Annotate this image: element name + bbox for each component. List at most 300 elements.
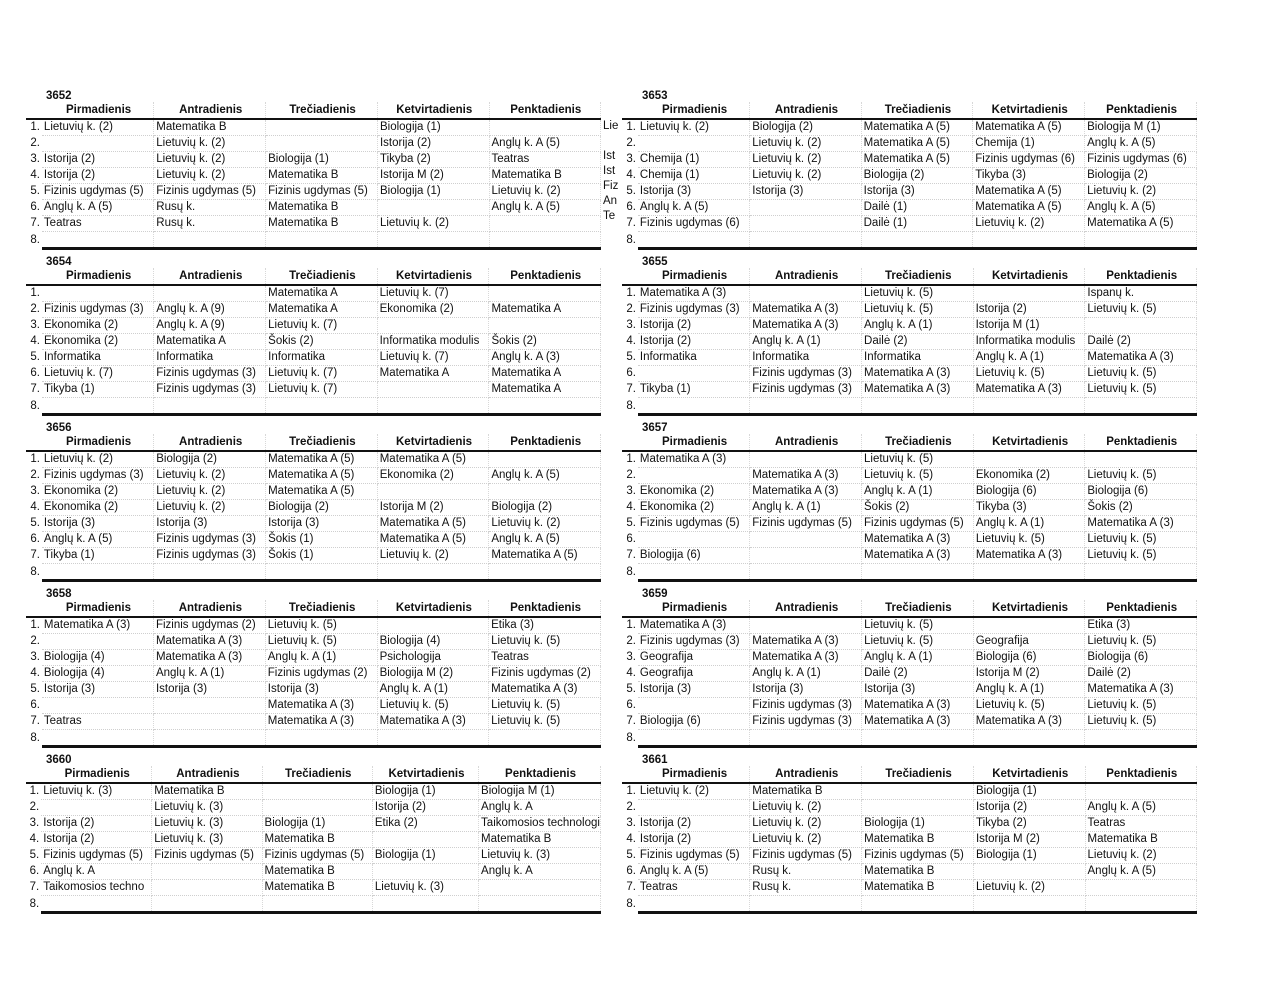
lesson-cell[interactable]: [861, 200, 973, 216]
lesson-cell[interactable]: [42, 350, 154, 366]
lesson-cell[interactable]: [1085, 382, 1197, 398]
lesson-cell[interactable]: [489, 366, 601, 382]
lesson-cell[interactable]: [973, 617, 1085, 634]
lesson-cell[interactable]: [265, 682, 377, 698]
lesson-cell[interactable]: [973, 318, 1085, 334]
lesson-cell[interactable]: [489, 451, 601, 468]
lesson-cell[interactable]: [973, 548, 1085, 564]
lesson-cell[interactable]: [266, 184, 378, 200]
lesson-cell[interactable]: [1085, 532, 1197, 548]
lesson-cell[interactable]: [377, 119, 489, 136]
lesson-cell[interactable]: [266, 451, 378, 468]
lesson-cell[interactable]: [266, 232, 378, 249]
lesson-cell[interactable]: [42, 468, 154, 484]
lesson-cell[interactable]: [1085, 698, 1197, 714]
lesson-cell[interactable]: [153, 698, 265, 714]
lesson-cell[interactable]: [372, 864, 478, 880]
lesson-cell[interactable]: [750, 896, 862, 913]
lesson-cell[interactable]: [1085, 634, 1197, 650]
lesson-cell[interactable]: [479, 783, 601, 800]
lesson-cell[interactable]: [266, 216, 378, 232]
lesson-cell[interactable]: [862, 451, 974, 468]
lesson-cell[interactable]: [377, 302, 489, 318]
lesson-cell[interactable]: [479, 816, 601, 832]
lesson-cell[interactable]: [638, 864, 750, 880]
lesson-cell[interactable]: [1085, 119, 1197, 136]
lesson-cell[interactable]: [973, 816, 1085, 832]
lesson-cell[interactable]: [1085, 184, 1197, 200]
lesson-cell[interactable]: [1085, 232, 1197, 249]
lesson-cell[interactable]: [154, 564, 266, 581]
lesson-cell[interactable]: [377, 666, 489, 682]
lesson-cell[interactable]: [1085, 832, 1197, 848]
lesson-cell[interactable]: [638, 232, 750, 249]
lesson-cell[interactable]: [489, 650, 601, 666]
lesson-cell[interactable]: [42, 617, 154, 634]
lesson-cell[interactable]: [372, 848, 478, 864]
lesson-cell[interactable]: [750, 200, 861, 216]
lesson-cell[interactable]: [489, 232, 601, 249]
lesson-cell[interactable]: [750, 318, 862, 334]
lesson-cell[interactable]: [750, 468, 862, 484]
lesson-cell[interactable]: [42, 302, 154, 318]
lesson-cell[interactable]: [42, 682, 154, 698]
lesson-cell[interactable]: [265, 634, 377, 650]
lesson-cell[interactable]: [638, 800, 750, 816]
lesson-cell[interactable]: [154, 451, 266, 468]
lesson-cell[interactable]: [862, 484, 974, 500]
lesson-cell[interactable]: [42, 184, 154, 200]
lesson-cell[interactable]: [1085, 350, 1197, 366]
lesson-cell[interactable]: [377, 548, 489, 564]
lesson-cell[interactable]: [489, 500, 601, 516]
lesson-cell[interactable]: [489, 468, 601, 484]
lesson-cell[interactable]: [41, 832, 151, 848]
lesson-cell[interactable]: [750, 532, 862, 548]
lesson-cell[interactable]: [861, 232, 973, 249]
lesson-cell[interactable]: [266, 200, 378, 216]
lesson-cell[interactable]: [1085, 168, 1197, 184]
lesson-cell[interactable]: [1085, 800, 1197, 816]
lesson-cell[interactable]: [973, 783, 1085, 800]
lesson-cell[interactable]: [862, 880, 974, 896]
lesson-cell[interactable]: [638, 398, 750, 415]
lesson-cell[interactable]: [489, 484, 601, 500]
lesson-cell[interactable]: [1085, 666, 1197, 682]
lesson-cell[interactable]: [377, 136, 489, 152]
lesson-cell[interactable]: [638, 468, 750, 484]
lesson-cell[interactable]: [638, 634, 750, 650]
lesson-cell[interactable]: [973, 500, 1085, 516]
lesson-cell[interactable]: [265, 730, 377, 747]
lesson-cell[interactable]: [973, 532, 1085, 548]
lesson-cell[interactable]: [1085, 864, 1197, 880]
lesson-cell[interactable]: [152, 896, 262, 913]
lesson-cell[interactable]: [377, 634, 489, 650]
lesson-cell[interactable]: [377, 617, 489, 634]
lesson-cell[interactable]: [862, 816, 974, 832]
lesson-cell[interactable]: [42, 714, 154, 730]
lesson-cell[interactable]: [266, 318, 377, 334]
lesson-cell[interactable]: [638, 848, 750, 864]
lesson-cell[interactable]: [638, 318, 750, 334]
lesson-cell[interactable]: [41, 848, 151, 864]
lesson-cell[interactable]: [973, 682, 1085, 698]
lesson-cell[interactable]: [750, 216, 861, 232]
lesson-cell[interactable]: [1085, 152, 1197, 168]
lesson-cell[interactable]: [973, 516, 1085, 532]
lesson-cell[interactable]: [489, 334, 601, 350]
lesson-cell[interactable]: [265, 617, 377, 634]
lesson-cell[interactable]: [489, 216, 601, 232]
lesson-cell[interactable]: [489, 617, 601, 634]
lesson-cell[interactable]: [489, 184, 601, 200]
lesson-cell[interactable]: [1085, 880, 1197, 896]
lesson-cell[interactable]: [489, 152, 601, 168]
lesson-cell[interactable]: [638, 484, 750, 500]
lesson-cell[interactable]: [1085, 216, 1197, 232]
lesson-cell[interactable]: [266, 484, 378, 500]
lesson-cell[interactable]: [489, 382, 601, 398]
lesson-cell[interactable]: [372, 800, 478, 816]
lesson-cell[interactable]: [638, 168, 750, 184]
lesson-cell[interactable]: [862, 666, 974, 682]
lesson-cell[interactable]: [41, 783, 151, 800]
lesson-cell[interactable]: [638, 451, 750, 468]
lesson-cell[interactable]: [377, 714, 489, 730]
lesson-cell[interactable]: [862, 318, 974, 334]
lesson-cell[interactable]: [42, 136, 154, 152]
lesson-cell[interactable]: [377, 318, 489, 334]
lesson-cell[interactable]: [42, 500, 154, 516]
lesson-cell[interactable]: [638, 350, 750, 366]
lesson-cell[interactable]: [750, 650, 862, 666]
lesson-cell[interactable]: [266, 119, 378, 136]
lesson-cell[interactable]: [42, 548, 154, 564]
lesson-cell[interactable]: [489, 714, 601, 730]
lesson-cell[interactable]: [262, 816, 372, 832]
lesson-cell[interactable]: [42, 119, 154, 136]
lesson-cell[interactable]: [266, 152, 378, 168]
lesson-cell[interactable]: [1085, 682, 1197, 698]
lesson-cell[interactable]: [973, 880, 1085, 896]
lesson-cell[interactable]: [489, 666, 601, 682]
lesson-cell[interactable]: [266, 285, 377, 302]
lesson-cell[interactable]: [262, 864, 372, 880]
lesson-cell[interactable]: [154, 484, 266, 500]
lesson-cell[interactable]: [42, 318, 154, 334]
lesson-cell[interactable]: [973, 216, 1085, 232]
lesson-cell[interactable]: [153, 714, 265, 730]
lesson-cell[interactable]: [973, 634, 1085, 650]
lesson-cell[interactable]: [489, 200, 601, 216]
lesson-cell[interactable]: [638, 500, 750, 516]
lesson-cell[interactable]: [1085, 398, 1197, 415]
lesson-cell[interactable]: [42, 666, 154, 682]
lesson-cell[interactable]: [638, 184, 750, 200]
lesson-cell[interactable]: [479, 896, 601, 913]
lesson-cell[interactable]: [861, 119, 973, 136]
lesson-cell[interactable]: [750, 350, 862, 366]
lesson-cell[interactable]: [750, 500, 862, 516]
lesson-cell[interactable]: [862, 730, 974, 747]
lesson-cell[interactable]: [262, 880, 372, 896]
lesson-cell[interactable]: [154, 152, 266, 168]
lesson-cell[interactable]: [41, 880, 151, 896]
lesson-cell[interactable]: [750, 168, 861, 184]
lesson-cell[interactable]: [973, 848, 1085, 864]
lesson-cell[interactable]: [42, 564, 154, 581]
lesson-cell[interactable]: [489, 318, 601, 334]
lesson-cell[interactable]: [638, 816, 750, 832]
lesson-cell[interactable]: [489, 119, 601, 136]
lesson-cell[interactable]: [266, 334, 377, 350]
lesson-cell[interactable]: [750, 730, 862, 747]
lesson-cell[interactable]: [154, 516, 266, 532]
lesson-cell[interactable]: [750, 698, 862, 714]
lesson-cell[interactable]: [638, 152, 750, 168]
lesson-cell[interactable]: [973, 350, 1085, 366]
lesson-cell[interactable]: [154, 184, 266, 200]
lesson-cell[interactable]: [262, 848, 372, 864]
lesson-cell[interactable]: [973, 334, 1085, 350]
lesson-cell[interactable]: [750, 816, 862, 832]
lesson-cell[interactable]: [973, 168, 1085, 184]
lesson-cell[interactable]: [862, 848, 974, 864]
lesson-cell[interactable]: [42, 366, 154, 382]
lesson-cell[interactable]: [750, 366, 862, 382]
lesson-cell[interactable]: [152, 816, 262, 832]
lesson-cell[interactable]: [750, 451, 862, 468]
lesson-cell[interactable]: [42, 200, 154, 216]
lesson-cell[interactable]: [154, 200, 266, 216]
lesson-cell[interactable]: [973, 152, 1085, 168]
lesson-cell[interactable]: [750, 682, 862, 698]
lesson-cell[interactable]: [266, 532, 378, 548]
lesson-cell[interactable]: [973, 184, 1085, 200]
lesson-cell[interactable]: [377, 468, 489, 484]
lesson-cell[interactable]: [973, 896, 1085, 913]
lesson-cell[interactable]: [1085, 816, 1197, 832]
lesson-cell[interactable]: [973, 302, 1085, 318]
lesson-cell[interactable]: [266, 468, 378, 484]
lesson-cell[interactable]: [265, 666, 377, 682]
lesson-cell[interactable]: [154, 136, 266, 152]
lesson-cell[interactable]: [638, 617, 750, 634]
lesson-cell[interactable]: [973, 398, 1085, 415]
lesson-cell[interactable]: [750, 800, 862, 816]
lesson-cell[interactable]: [377, 500, 489, 516]
lesson-cell[interactable]: [262, 800, 372, 816]
lesson-cell[interactable]: [862, 548, 974, 564]
lesson-cell[interactable]: [1085, 848, 1197, 864]
lesson-cell[interactable]: [489, 730, 601, 747]
lesson-cell[interactable]: [973, 564, 1085, 581]
lesson-cell[interactable]: [42, 398, 154, 415]
lesson-cell[interactable]: [266, 564, 378, 581]
lesson-cell[interactable]: [1085, 500, 1197, 516]
lesson-cell[interactable]: [861, 184, 973, 200]
lesson-cell[interactable]: [154, 398, 266, 415]
lesson-cell[interactable]: [638, 532, 750, 548]
lesson-cell[interactable]: [973, 382, 1085, 398]
lesson-cell[interactable]: [1085, 302, 1197, 318]
lesson-cell[interactable]: [861, 216, 973, 232]
lesson-cell[interactable]: [973, 800, 1085, 816]
lesson-cell[interactable]: [973, 864, 1085, 880]
lesson-cell[interactable]: [479, 864, 601, 880]
lesson-cell[interactable]: [42, 168, 154, 184]
lesson-cell[interactable]: [862, 468, 974, 484]
lesson-cell[interactable]: [862, 783, 974, 800]
lesson-cell[interactable]: [973, 136, 1085, 152]
lesson-cell[interactable]: [1085, 484, 1197, 500]
lesson-cell[interactable]: [489, 682, 601, 698]
lesson-cell[interactable]: [861, 152, 973, 168]
lesson-cell[interactable]: [750, 666, 862, 682]
lesson-cell[interactable]: [489, 548, 601, 564]
lesson-cell[interactable]: [479, 832, 601, 848]
lesson-cell[interactable]: [1085, 318, 1197, 334]
lesson-cell[interactable]: [377, 334, 489, 350]
lesson-cell[interactable]: [750, 548, 862, 564]
lesson-cell[interactable]: [862, 382, 974, 398]
lesson-cell[interactable]: [377, 398, 489, 415]
lesson-cell[interactable]: [489, 698, 601, 714]
lesson-cell[interactable]: [154, 468, 266, 484]
lesson-cell[interactable]: [41, 864, 151, 880]
lesson-cell[interactable]: [154, 318, 266, 334]
lesson-cell[interactable]: [42, 152, 154, 168]
lesson-cell[interactable]: [862, 634, 974, 650]
lesson-cell[interactable]: [153, 634, 265, 650]
lesson-cell[interactable]: [265, 698, 377, 714]
lesson-cell[interactable]: [973, 698, 1085, 714]
lesson-cell[interactable]: [153, 650, 265, 666]
lesson-cell[interactable]: [973, 468, 1085, 484]
lesson-cell[interactable]: [42, 730, 154, 747]
lesson-cell[interactable]: [262, 832, 372, 848]
lesson-cell[interactable]: [750, 398, 862, 415]
lesson-cell[interactable]: [266, 366, 377, 382]
lesson-cell[interactable]: [489, 398, 601, 415]
lesson-cell[interactable]: [973, 200, 1085, 216]
lesson-cell[interactable]: [750, 564, 862, 581]
lesson-cell[interactable]: [262, 783, 372, 800]
lesson-cell[interactable]: [377, 382, 489, 398]
lesson-cell[interactable]: [153, 682, 265, 698]
lesson-cell[interactable]: [1085, 285, 1197, 302]
lesson-cell[interactable]: [1085, 564, 1197, 581]
lesson-cell[interactable]: [489, 564, 601, 581]
lesson-cell[interactable]: [862, 350, 974, 366]
lesson-cell[interactable]: [750, 516, 862, 532]
lesson-cell[interactable]: [861, 136, 973, 152]
lesson-cell[interactable]: [372, 816, 478, 832]
lesson-cell[interactable]: [973, 484, 1085, 500]
lesson-cell[interactable]: [862, 500, 974, 516]
lesson-cell[interactable]: [862, 896, 974, 913]
lesson-cell[interactable]: [750, 832, 862, 848]
lesson-cell[interactable]: [154, 382, 266, 398]
lesson-cell[interactable]: [372, 783, 478, 800]
lesson-cell[interactable]: [152, 832, 262, 848]
lesson-cell[interactable]: [638, 880, 750, 896]
lesson-cell[interactable]: [638, 516, 750, 532]
lesson-cell[interactable]: [638, 896, 750, 913]
lesson-cell[interactable]: [154, 548, 266, 564]
lesson-cell[interactable]: [377, 682, 489, 698]
lesson-cell[interactable]: [41, 816, 151, 832]
lesson-cell[interactable]: [973, 650, 1085, 666]
lesson-cell[interactable]: [266, 382, 377, 398]
lesson-cell[interactable]: [265, 650, 377, 666]
lesson-cell[interactable]: [154, 302, 266, 318]
lesson-cell[interactable]: [489, 516, 601, 532]
lesson-cell[interactable]: [377, 698, 489, 714]
lesson-cell[interactable]: [862, 650, 974, 666]
lesson-cell[interactable]: [262, 896, 372, 913]
lesson-cell[interactable]: [750, 302, 862, 318]
lesson-cell[interactable]: [862, 334, 974, 350]
lesson-cell[interactable]: [1085, 451, 1197, 468]
lesson-cell[interactable]: [42, 650, 154, 666]
lesson-cell[interactable]: [377, 184, 489, 200]
lesson-cell[interactable]: [42, 334, 154, 350]
lesson-cell[interactable]: [1085, 136, 1197, 152]
lesson-cell[interactable]: [154, 168, 266, 184]
lesson-cell[interactable]: [42, 484, 154, 500]
lesson-cell[interactable]: [372, 896, 478, 913]
lesson-cell[interactable]: [154, 366, 266, 382]
lesson-cell[interactable]: [489, 350, 601, 366]
lesson-cell[interactable]: [1085, 548, 1197, 564]
lesson-cell[interactable]: [750, 848, 862, 864]
lesson-cell[interactable]: [973, 366, 1085, 382]
lesson-cell[interactable]: [750, 152, 861, 168]
lesson-cell[interactable]: [42, 232, 154, 249]
lesson-cell[interactable]: [638, 366, 750, 382]
lesson-cell[interactable]: [42, 451, 154, 468]
lesson-cell[interactable]: [154, 350, 266, 366]
lesson-cell[interactable]: [479, 800, 601, 816]
lesson-cell[interactable]: [862, 698, 974, 714]
lesson-cell[interactable]: [153, 666, 265, 682]
lesson-cell[interactable]: [638, 783, 750, 800]
lesson-cell[interactable]: [862, 366, 974, 382]
lesson-cell[interactable]: [377, 232, 489, 249]
lesson-cell[interactable]: [750, 617, 862, 634]
lesson-cell[interactable]: [638, 285, 750, 302]
lesson-cell[interactable]: [377, 285, 489, 302]
lesson-cell[interactable]: [152, 864, 262, 880]
lesson-cell[interactable]: [861, 168, 973, 184]
lesson-cell[interactable]: [638, 548, 750, 564]
lesson-cell[interactable]: [638, 832, 750, 848]
lesson-cell[interactable]: [377, 516, 489, 532]
lesson-cell[interactable]: [1085, 516, 1197, 532]
lesson-cell[interactable]: [862, 532, 974, 548]
lesson-cell[interactable]: [862, 800, 974, 816]
lesson-cell[interactable]: [638, 714, 750, 730]
lesson-cell[interactable]: [41, 896, 151, 913]
lesson-cell[interactable]: [377, 168, 489, 184]
lesson-cell[interactable]: [152, 800, 262, 816]
lesson-cell[interactable]: [377, 532, 489, 548]
lesson-cell[interactable]: [1085, 714, 1197, 730]
lesson-cell[interactable]: [377, 366, 489, 382]
lesson-cell[interactable]: [489, 302, 601, 318]
